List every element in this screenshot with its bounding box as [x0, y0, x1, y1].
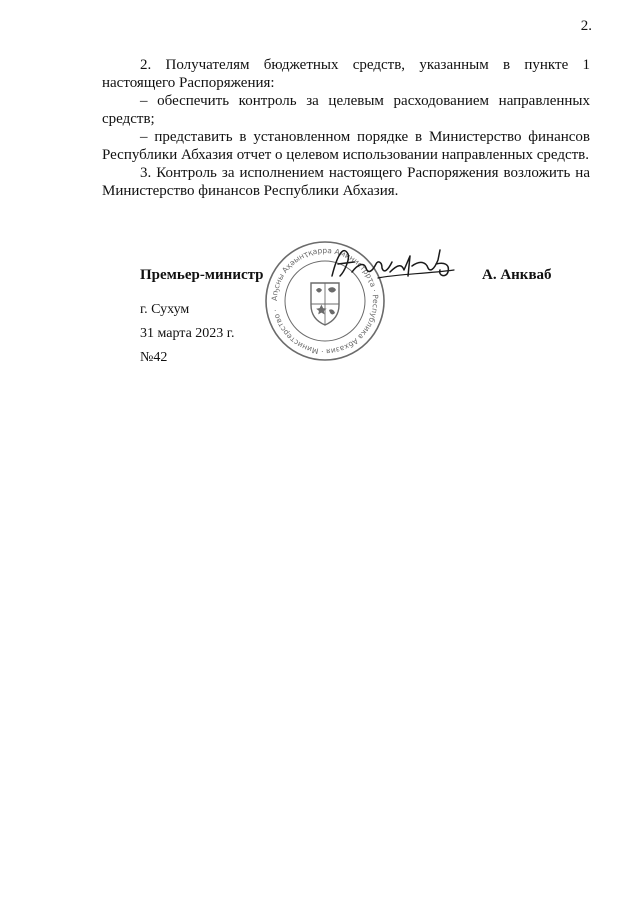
- page-number: 2.: [580, 18, 592, 34]
- paragraph-bullet-control: – обеспечить контроль за целевым расходованием направленных средств;: [102, 93, 590, 127]
- document-body: [102, 56, 590, 200]
- signature-block: [0, 240, 640, 380]
- paragraph-item-3: 3. Контроль за исполнением настоящего Распоряжения возложить на Министерство финансов Республики Абхазия.: [102, 165, 590, 199]
- paragraph-item-2: 2. Получателям бюджетных средств, указанным в пункте 1 настоящего Распоряжения:: [102, 57, 590, 91]
- seal-ring-text: Аҧсны Аҳәынҭқарра Аминистррҭа · Республика Абхазия · Министерство ·: [269, 245, 381, 357]
- signer-title: Премьер-министр: [140, 267, 264, 283]
- document-place: г. Сухум: [140, 302, 190, 317]
- document-date: 31 марта 2023 г.: [140, 326, 235, 341]
- handwritten-signature: [328, 242, 462, 284]
- document-number: №42: [140, 350, 168, 365]
- paragraph-bullet-report: – представить в установленном порядке в Министерство финансов Республики Абхазия отчет о целевом использовании направленных средств.: [102, 129, 590, 163]
- coat-of-arms-icon: [311, 283, 339, 325]
- signer-name: А. Анкваб: [482, 267, 552, 283]
